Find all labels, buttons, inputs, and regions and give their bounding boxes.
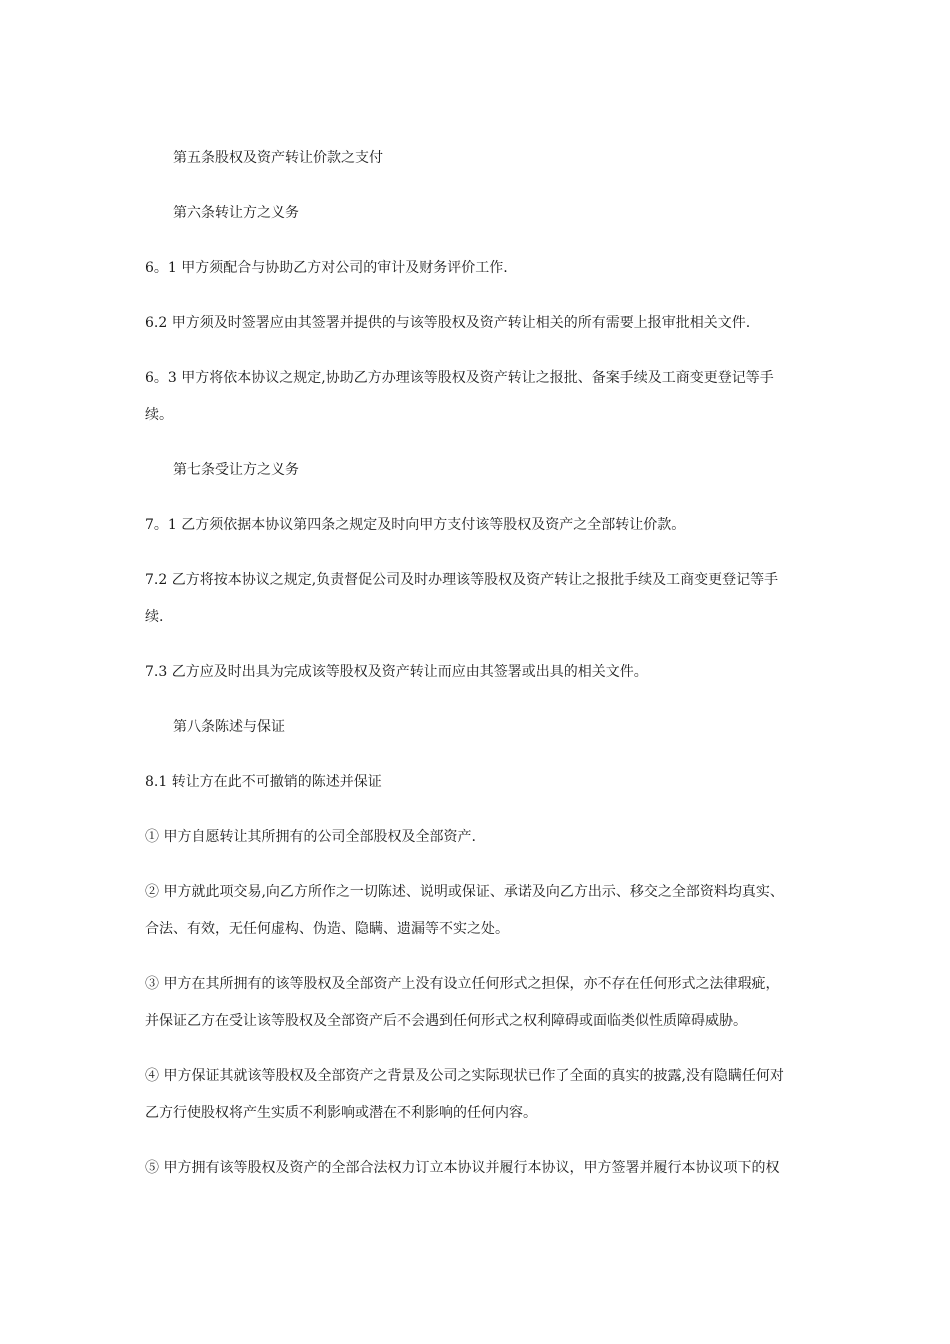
article-6-heading: 第六条转让方之义务 bbox=[173, 205, 299, 221]
item-1: ① 甲方自愿转让其所拥有的公司全部股权及全部资产. bbox=[145, 829, 476, 845]
clause-6-1: 6。1 甲方须配合与协助乙方对公司的审计及财务评价工作. bbox=[145, 260, 508, 276]
clause-6-3: 6。3 甲方将依本协议之规定,协助乙方办理该等股权及资产转让之报批、备案手续及工商变更登记等手 bbox=[145, 370, 774, 386]
clause-8-1: 8.1 转让方在此不可撤销的陈述并保证 bbox=[145, 774, 382, 790]
article-7-heading: 第七条受让方之义务 bbox=[173, 462, 299, 478]
item-2: ② 甲方就此项交易,向乙方所作之一切陈述、说明或保证、承诺及向乙方出示、移交之全部资料均真实、 bbox=[145, 884, 784, 900]
item-2-continued: 合法、有效，无任何虚构、伪造、隐瞒、遗漏等不实之处。 bbox=[145, 921, 509, 937]
article-8-heading: 第八条陈述与保证 bbox=[173, 719, 285, 735]
clause-7-1: 7。1 乙方须依据本协议第四条之规定及时向甲方支付该等股权及资产之全部转让价款。 bbox=[145, 517, 686, 533]
clause-6-3-continued: 续。 bbox=[145, 407, 173, 423]
item-4: ④ 甲方保证其就该等股权及全部资产之背景及公司之实际现状已作了全面的真实的披露,没有隐瞒任何对 bbox=[145, 1068, 784, 1084]
clause-7-3: 7.3 乙方应及时出具为完成该等股权及资产转让而应由其签署或出具的相关文件。 bbox=[145, 664, 648, 680]
item-3-continued: 并保证乙方在受让该等股权及全部资产后不会遇到任何形式之权利障碍或面临类似性质障碍威胁。 bbox=[145, 1013, 747, 1029]
article-5-heading: 第五条股权及资产转让价款之支付 bbox=[173, 150, 383, 166]
clause-6-2: 6.2 甲方须及时签署应由其签署并提供的与该等股权及资产转让相关的所有需要上报审批相关文件. bbox=[145, 315, 751, 331]
item-3: ③ 甲方在其所拥有的该等股权及全部资产上没有设立任何形式之担保，亦不存在任何形式之法律瑕疵， bbox=[145, 976, 780, 992]
item-5: ⑤ 甲方拥有该等股权及资产的全部合法权力订立本协议并履行本协议，甲方签署并履行本协议项下的权 bbox=[145, 1160, 780, 1176]
clause-7-2-continued: 续. bbox=[145, 609, 164, 625]
clause-7-2: 7.2 乙方将按本协议之规定,负责督促公司及时办理该等股权及资产转让之报批手续及工商变更登记等手 bbox=[145, 572, 779, 588]
item-4-continued: 乙方行使股权将产生实质不利影响或潜在不利影响的任何内容。 bbox=[145, 1105, 537, 1121]
